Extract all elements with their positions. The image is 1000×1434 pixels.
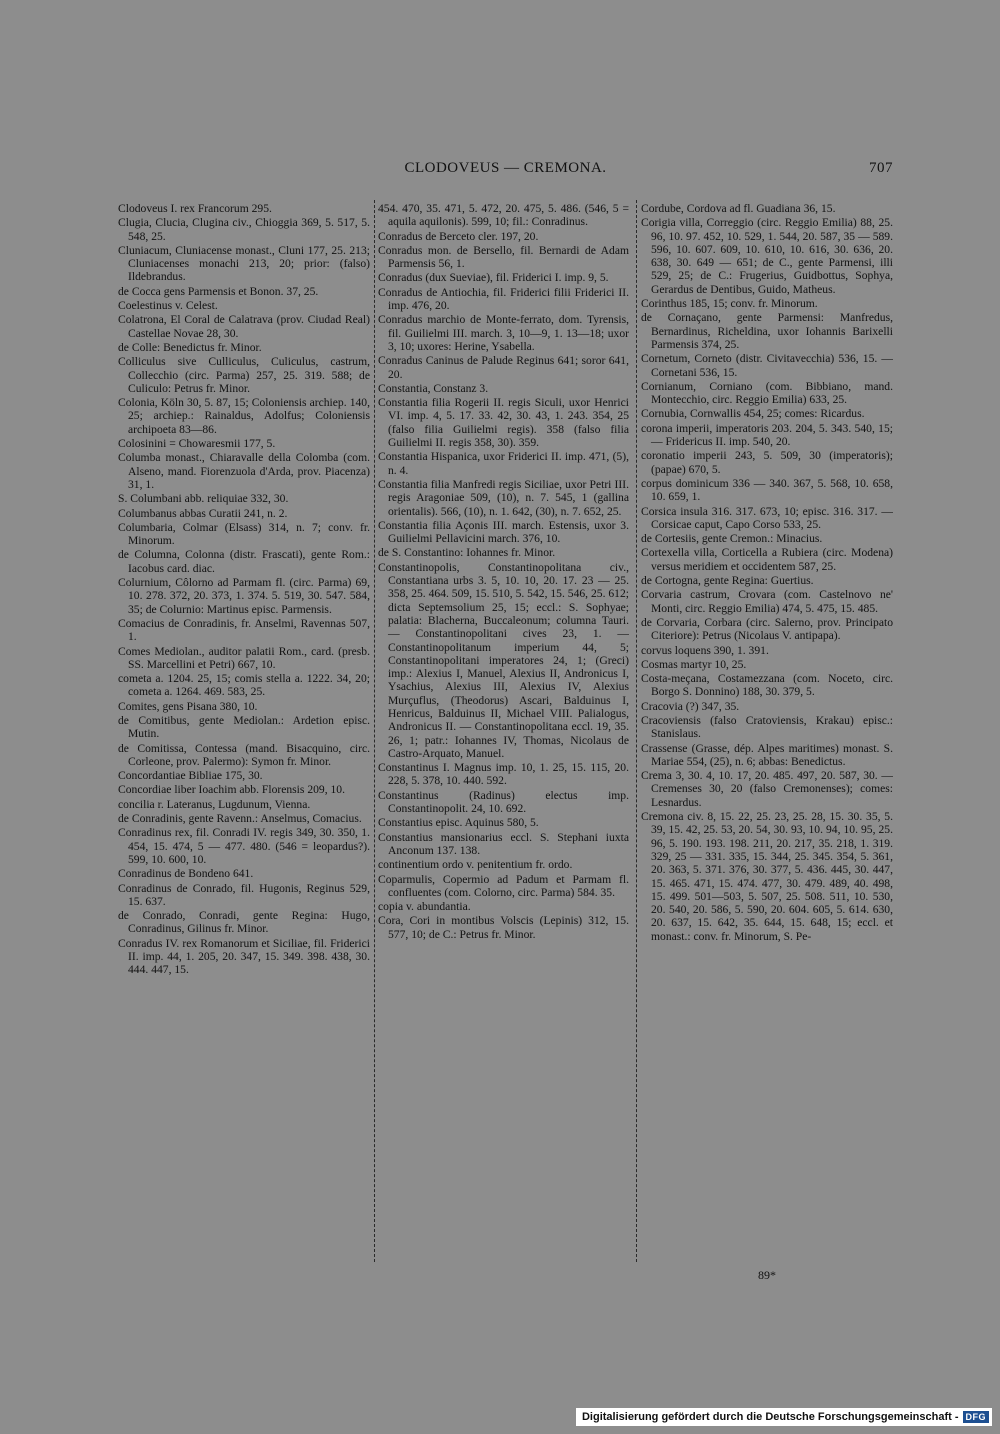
index-entry: de Comitibus, gente Mediolan.: Ardetion episc. Mutin. xyxy=(118,713,370,741)
index-entry: Colurnium, Côlorno ad Parmam fl. (circ. Parma) 69, 10. 278. 372, 20. 373, 1. 374. 5. 519, 30. 547. 584, 35; de Colurnio: Martinus episc. Parmensis. xyxy=(118,576,370,616)
index-entry: Constantia filia Rogerii II. regis Siculi, uxor Henrici VI. imp. 4, 5. 17. 33. 42, 30. 43, 1. 243. 354, 25 (falso filia Guilielmi regis). 358 (falso filia Guilielmi II. regis 358, 30). 359. xyxy=(378,396,629,450)
index-entry: de Conrado, Conradi, gente Regina: Hugo, Conradinus, Gilinus fr. Minor. xyxy=(118,909,370,936)
index-column-left xyxy=(118,202,370,1262)
signature-mark: 89* xyxy=(758,1268,776,1282)
index-entry: 454. 470, 35. 471, 5. 472, 20. 475, 5. 486. (546, 5 = aquila aquilonis). 599, 10; fil.: Conradinus. xyxy=(378,202,629,229)
index-entry: Conradus Caninus de Palude Reginus 641; soror 641, 20. xyxy=(378,354,629,381)
index-entry: Colosinini = Chowaresmii 177, 5. xyxy=(118,437,276,451)
index-entry: Conradus (dux Sueviae), fil. Friderici I. imp. 9, 5. xyxy=(378,271,609,285)
index-entry: Clugia, Clucia, Clugina civ., Chioggia 369, 5. 517, 5. 548, 25. xyxy=(118,216,370,243)
index-entry: Columba monast., Chiaravalle della Colomba (com. Alseno, mand. Fiorenzuola d'Arda, prov. Piacenza) 31, 1. xyxy=(118,451,370,491)
index-entry: corvus loquens 390, 1. 391. xyxy=(641,643,769,657)
index-entry: Cornetum, Corneto (distr. Civitavecchia) 536, 15. — Cornetani 536, 15. xyxy=(641,352,893,379)
index-entry: Corvaria castrum, Crovara (com. Castelnovo ne' Monti, circ. Reggio Emilia) 474, 5. 475, 15. 485. xyxy=(641,588,893,615)
index-column-right xyxy=(641,202,893,1262)
column-divider xyxy=(636,200,637,1262)
index-entry: continentium ordo v. penitentium fr. ordo. xyxy=(378,858,573,872)
index-entry: Cluniacum, Cluniacense monast., Cluni 177, 25. 213; Cluniacenses monachi 213, 20; prior: (falso) Ildebrandus. xyxy=(118,243,370,284)
index-entry: Conradus marchio de Monte-ferrato, dom. Tyrensis, fil. Guilielmi III. march. 3, 10—9, 1. 13—18; uxor 3, 10; uxores: Herine, Ysabella. xyxy=(378,313,629,353)
column-divider xyxy=(374,200,375,1262)
index-entry: de Columna, Colonna (distr. Frascati), gente Rom.: Iacobus card. diac. xyxy=(118,548,370,575)
index-entry: Conradus IV. rex Romanorum et Siciliae, fil. Friderici II. imp. 44, 1. 205, 20. 347, 15. 349. 398. 438, 30. 444. 447, 15. xyxy=(118,936,370,977)
index-entry: de Cocca gens Parmensis et Bonon. 37, 25. xyxy=(118,284,319,298)
index-entry: de Comitissa, Contessa (mand. Bisacquino, circ. Corleone, prov. Palermo): Symon fr. Minor. xyxy=(118,741,370,768)
index-entry: Conradus mon. de Bersello, fil. Bernardi de Adam Parmensis 56, 1. xyxy=(378,243,629,271)
index-entry: de Colle: Benedictus fr. Minor. xyxy=(118,340,262,354)
index-entry: Colliculus sive Culliculus, Culiculus, castrum, Collecchio (circ. Parma) 257, 25. 319. 588; de Culiculo: Petrus fr. Minor. xyxy=(118,355,370,395)
index-entry: Cosmas martyr 10, 25. xyxy=(641,657,747,671)
page-number: 707 xyxy=(869,160,893,176)
index-entry: corona imperii, imperatoris 203. 204, 5. 343. 540, 15; — Fridericus II. imp. 540, 20. xyxy=(641,421,893,449)
index-entry: Corsica insula 316. 317. 673, 10; episc. 316. 317. — Corsicae caput, Capo Corso 533, 25. xyxy=(641,504,893,531)
index-entry: Cracoviensis (falso Cratoviensis, Krakau) episc.: Stanislaus. xyxy=(641,713,893,741)
index-entry: Cracovia (?) 347, 35. xyxy=(641,699,740,713)
index-entry: cometa a. 1204. 25, 15; comis stella a. 1222. 34, 20; cometa a. 1264. 469. 583, 25. xyxy=(118,672,370,699)
funding-footer xyxy=(576,1408,992,1426)
index-entry: Constantius mansionarius eccl. S. Stephani iuxta Anconum 137. 138. xyxy=(378,830,629,857)
index-entry: Constantia filia Açonis III. march. Estensis, uxor 3. Guilielmi Pellavicini march. 376, 10. xyxy=(378,518,629,546)
index-entry: de Cornaçano, gente Parmensi: Manfredus, Bernardinus, Richeldina, uxor Iohannis Barixelli Parmensis 374, 25. xyxy=(641,311,893,351)
index-entry: Conradinus rex, fil. Conradi IV. regis 349, 30. 350, 1. 454, 15. 474, 5 — 477. 480. (546 = leopardus?). 599, 10. 600, 10. xyxy=(118,826,370,866)
index-entry: Crema 3, 30. 4, 10. 17, 20. 485. 497, 20. 587, 30. — Cremenses 30, 20 (falso Cremonenses); comes: Lesnardus. xyxy=(641,769,893,809)
index-entry: Columbaria, Colmar (Elsass) 314, n. 7; conv. fr. Minorum. xyxy=(118,520,370,548)
index-entry: Colonia, Köln 30, 5. 87, 15; Coloniensis archiep. 140, 25; archiep.: Rainaldus, Adolfus; Coloniensis archipoeta 83—86. xyxy=(118,396,370,436)
index-entry: copia v. abundantia. xyxy=(378,900,471,914)
index-entry: corpus dominicum 336 — 340. 367, 5. 568, 10. 658, 10. 659, 1. xyxy=(641,476,893,504)
index-entry: Cornianum, Corniano (com. Bibbiano, mand. Montecchio, circ. Reggio Emilia) 633, 25. xyxy=(641,379,893,407)
index-entry: Constantinopolis, Constantinopolitana civ., Constantiana urbs 3. 5, 10. 10, 20. 17. 23 — 25. 358, 25. 464. 509, 15. 510, 5. 542, 15. 546, 25. 612; dicta Septemsolium 25, 15; eccl.: S. Sophyae; palatia: Blacherna, Buccaleonum; columna Tauri. — Constantinopolitani cives 23, 1. — Constantinopolitanum imperium 44, 5; Constantinopolitani imperatores 24, 1; (Greci) imp.: Alexius I, Manuel, Alexius II, Andronicus I, Ysachius, Alexius III, Alexius IV, Alexius Murçuflus, (Theodorus) Ascari, Balduinus I, Henricus, Balduinus II, Michael VIII. Palialogus, Andronicus II. — Constantinopolitana eccl. 19, 35. 26, 1; patr.: Iohannes IV, Thomas, Nicolaus de Castro-Arquato, Manuel. xyxy=(378,560,629,760)
index-entry: Comes Mediolan., auditor palatii Rom., card. (presb. SS. Marcellini et Petri) 667, 10. xyxy=(118,644,370,671)
index-entry: Costa-meçana, Costamezzana (com. Noceto, circ. Borgo S. Donnino) 188, 30. 379, 5. xyxy=(641,672,893,699)
index-entry: Columbanus abbas Curatii 241, n. 2. xyxy=(118,506,288,520)
index-entry: Cordube, Cordova ad fl. Guadiana 36, 15. xyxy=(641,202,836,215)
index-entry: Constantius episc. Aquinus 580, 5. xyxy=(378,816,539,830)
index-entry: coronatio imperii 243, 5. 509, 30 (imperatoris); (papae) 670, 5. xyxy=(641,449,893,476)
index-entry: Cora, Cori in montibus Volscis (Lepinis) 312, 15. 577, 10; de C.: Petrus fr. Minor. xyxy=(378,914,629,941)
index-entry: Coelestinus v. Celest. xyxy=(118,299,218,313)
index-entry: Cremona civ. 8, 15. 22, 25. 23, 25. 28, 15. 30. 35, 5. 39, 15. 42, 25. 53, 20. 54, 30. 93, 10. 94, 10. 95, 25. 96, 5. 190. 193. 198. 211, 20. 217, 35. 218, 1. 319. 329, 25 — 331. 335, 15. 344, 25. 345. 354, 5. 361, 20. 363, 5. 371. 376, 30. 377, 5. 436. 445, 30. 447, 15. 465. 471, 15. 474. 477, 30. 479. 489, 40. 498, 15. 499. 501—503, 5. 507, 25. 508. 511, 10. 530, 20. 540, 20. 586, 5. 590, 20. 604. 605, 5. 614. 630, 20. 637, 15. 642, 35. 644, 15. 648, 15; eccl. et monast.: conv. fr. Minorum, S. Pe- xyxy=(641,810,893,943)
dfg-logo: DFG xyxy=(963,1411,990,1423)
index-entry: Corigia villa, Correggio (circ. Reggio Emilia) 88, 25. 96, 10. 97. 452, 10. 529, 1. 544, 20. 587, 35 — 589. 596, 10. 607. 609, 10. 610, 10. 616, 30. 636, 20. 638, 30. 649 — 651; de C., gente Parmensi, illi 529, 25; de C.: Frugerius, Guidbottus, Sophya, Gerardus de Dentibus, Guido, Matheus. xyxy=(641,216,893,296)
index-entry: S. Columbani abb. reliquiae 332, 30. xyxy=(118,492,289,506)
index-entry: Constantia filia Manfredi regis Siciliae, uxor Petri III. regis Aragoniae 509, (10), n. 7. 545, 1 (gallina orientalis). 566, (10), n. 1. 642, (30), n. 7. 652, 25. xyxy=(378,477,629,518)
index-entry: Crassense (Grasse, dép. Alpes maritimes) monast. S. Mariae 554, (25), n. 6; abbas: Benedictus. xyxy=(641,741,893,768)
running-header xyxy=(118,160,893,184)
index-entry: Constantia Hispanica, uxor Friderici II. imp. 471, (5), n. 4. xyxy=(378,450,629,477)
index-entry: Comacius de Conradinis, fr. Anselmi, Ravennas 507, 1. xyxy=(118,616,370,644)
index-entry: Conradus de Antiochia, fil. Friderici filii Friderici II. imp. 476, 20. xyxy=(378,285,629,313)
funding-text: Digitalisierung gefördert durch die Deutsche Forschungsgemeinschaft - xyxy=(581,1411,959,1423)
index-entry: Comites, gens Pisana 380, 10. xyxy=(118,699,258,713)
index-entry: Conradus de Berceto cler. 197, 20. xyxy=(378,229,539,243)
index-entry: Constantinus I. Magnus imp. 10, 1. 25, 15. 115, 20. 228, 5. 378, 10. 440. 592. xyxy=(378,761,629,788)
index-entry: de Corvaria, Corbara (circ. Salerno, prov. Principato Citeriore): Petrus (Nicolaus V. antipapa). xyxy=(641,615,893,643)
index-entry: Constantinus (Radinus) electus imp. Constantinopolit. 24, 10. 692. xyxy=(378,788,629,816)
index-entry: Conradinus de Conrado, fil. Hugonis, Reginus 529, 15. 637. xyxy=(118,881,370,908)
index-entry: Clodoveus I. rex Francorum 295. xyxy=(118,202,272,215)
index-entry: de Cortogna, gente Regina: Guertius. xyxy=(641,574,814,588)
index-entry: Colatrona, El Coral de Calatrava (prov. Ciudad Real) Castellae Novae 28, 30. xyxy=(118,313,370,340)
index-entry: Corinthus 185, 15; conv. fr. Minorum. xyxy=(641,297,818,311)
index-column-middle xyxy=(378,202,629,1262)
index-entry: de Cortesiis, gente Cremon.: Minacius. xyxy=(641,532,823,546)
index-entry: de Conradinis, gente Ravenn.: Anselmus, Comacius. xyxy=(118,812,362,826)
index-entry: Concordiae liber Ioachim abb. Florensis 209, 10. xyxy=(118,783,345,797)
index-entry: concilia r. Lateranus, Lugdunum, Vienna. xyxy=(118,797,311,811)
index-entry: Concordantiae Bibliae 175, 30. xyxy=(118,769,263,783)
index-entry: Coparmulis, Copermio ad Padum et Parmam fl. confluentes (com. Colorno, circ. Parma) 584. 35. xyxy=(378,872,629,899)
running-title: CLODOVEUS — CREMONA. xyxy=(404,160,607,176)
index-entry: Constantia, Constanz 3. xyxy=(378,381,489,395)
index-entry: Cornubia, Cornwallis 454, 25; comes: Ricardus. xyxy=(641,407,865,421)
index-entry: de S. Constantino: Iohannes fr. Minor. xyxy=(378,546,556,560)
index-entry: Conradinus de Bondeno 641. xyxy=(118,867,254,881)
index-entry: Cortexella villa, Corticella a Rubiera (circ. Modena) versus meridiem et occidentem 587, 25. xyxy=(641,546,893,573)
